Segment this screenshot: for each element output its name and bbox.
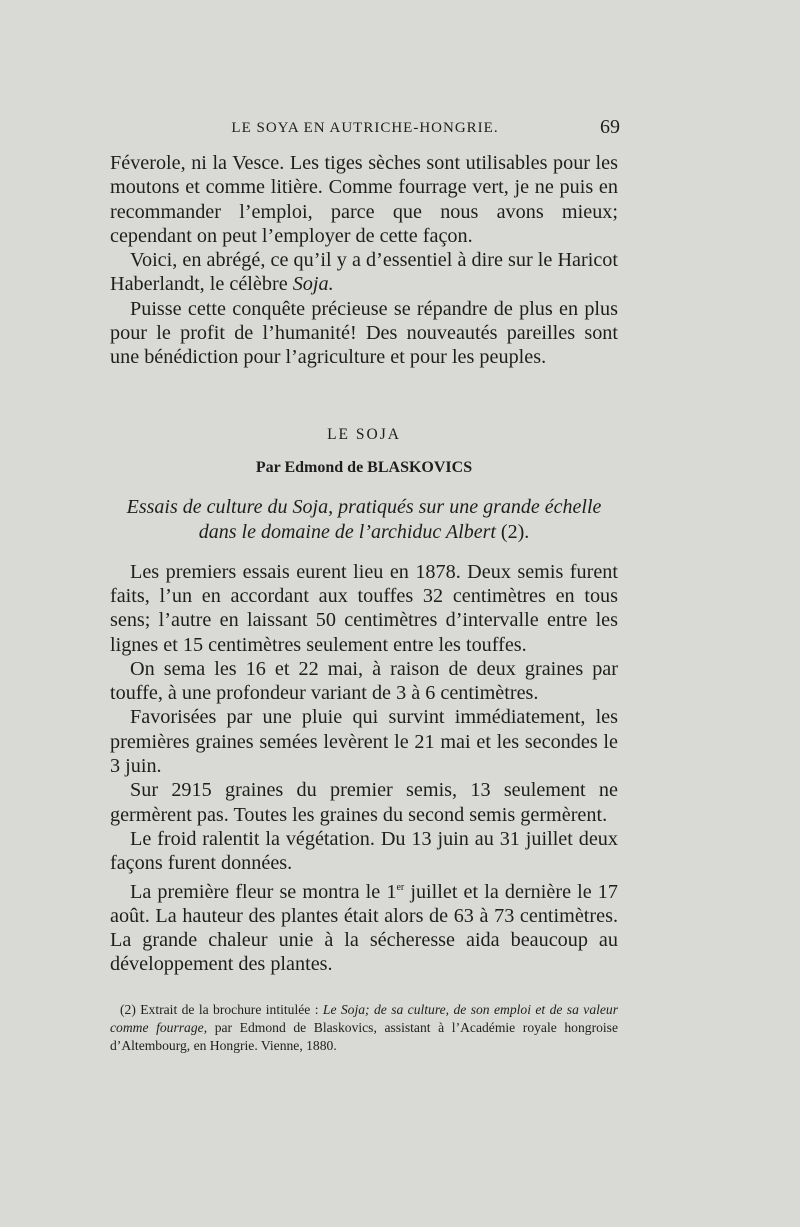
article-paragraph-6 bbox=[110, 876, 618, 977]
section-title: LE SOJA bbox=[327, 425, 401, 443]
article-body bbox=[110, 560, 618, 977]
article-paragraph-3: Favorisées par une pluie qui survint immédiatement, les premières graines semées levèrent le 21 mai et les secondes le 3 juin. bbox=[110, 706, 618, 778]
footnote-text bbox=[110, 1001, 618, 1055]
footnote-rest: , par Edmond de Blaskovics, assistant à l’Académie royale hongroise d’Altembourg, en Hongrie. Vienne, 1880. bbox=[110, 1019, 618, 1053]
running-title: LE SOYA EN AUTRICHE-HONGRIE. bbox=[231, 120, 499, 136]
article-paragraph-2: On sema les 16 et 22 mai, à raison de deux graines par touffe, à une profondeur variant de 3 à 6 centimètres. bbox=[110, 657, 618, 705]
article-paragraph-4: Sur 2915 graines du premier semis, 13 seulement ne germèrent pas. Toutes les graines du second semis germèrent. bbox=[110, 779, 618, 826]
article-paragraph-5: Le froid ralentit la végétation. Du 13 juin au 31 juillet deux façons furent données. bbox=[110, 827, 618, 875]
subtitle-italic: Essais de culture du Soja, pratiqués sur une grande échelle dans le domaine de l’archiduc Albert bbox=[126, 495, 602, 543]
article-paragraph-1: Les premiers essais eurent lieu en 1878. Deux semis furent faits, l’un en accordant aux touffes 32 centimètres en tous sens; l’autre en laissant 50 centimètres d’intervalle entre les lignes et 15 centimètres seulement entre les touffes. bbox=[110, 560, 618, 656]
last-paragraph-before: La première fleur se montra le 1 bbox=[130, 880, 397, 903]
last-paragraph-after: juillet et la dernière le 17 août. La hauteur des plantes était alors de 63 à 73 centimètres. La grande chaleur unie à la sécheresse aida beaucoup au développement des plantes. bbox=[110, 880, 618, 976]
page-header bbox=[110, 116, 620, 144]
page-body bbox=[110, 151, 618, 1055]
footnote-title-italic: Le Soja; de sa culture, de son emploi et de sa valeur comme fourrage bbox=[110, 1001, 619, 1035]
article-subtitle bbox=[110, 495, 618, 545]
superscript-er: er bbox=[396, 881, 405, 893]
footnote-lead: (2) Extrait de la brochure intitulée : bbox=[120, 1001, 323, 1017]
intro-paragraph-1: Féverole, ni la Vesce. Les tiges sèches sont utilisables pour les moutons et comme litière. Comme fourrage vert, je ne puis en recommander l’emploi, parce que nous avons mieux; cependant on peut l’employer de cette façon. bbox=[110, 152, 618, 247]
page-number: 69 bbox=[600, 116, 620, 138]
soja-italic: Soja. bbox=[292, 273, 334, 296]
footnote bbox=[110, 1001, 618, 1055]
author-line: Par Edmond de BLASKOVICS bbox=[255, 458, 473, 476]
subtitle-note-ref: (2). bbox=[495, 520, 530, 543]
intro-paragraph-3: Puisse cette conquête précieuse se répandre de plus en plus pour le profit de l’humanité! Des nouveautés pareilles sont une bénédiction pour l’agriculture et pour les peuples. bbox=[110, 297, 618, 369]
intro-paragraph-2-text: Voici, en abrégé, ce qu’il y a d’essentiel à dire sur le Haricot Haberlandt, le célèbre bbox=[110, 249, 618, 296]
intro-paragraph-2 bbox=[110, 248, 618, 297]
